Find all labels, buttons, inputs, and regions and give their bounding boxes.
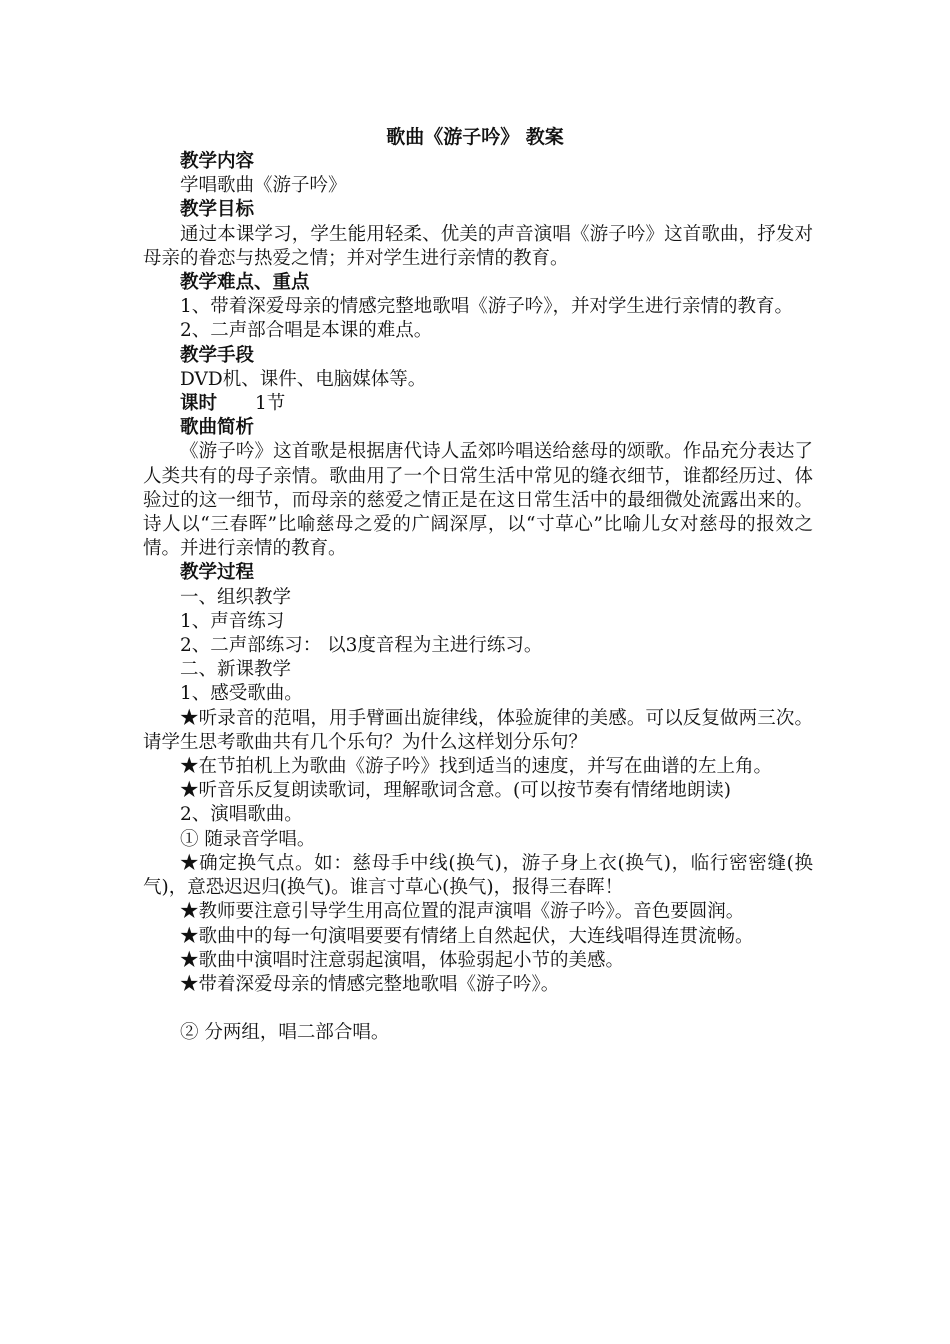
section-heading: 教学手段 bbox=[180, 344, 255, 366]
paragraph: ★歌曲中演唱时注意弱起演唱，体验弱起小节的美感。 bbox=[180, 949, 625, 971]
document-body bbox=[143, 150, 813, 1045]
paragraph: 学唱歌曲《游子吟》 bbox=[180, 175, 347, 197]
paragraph: 2、演唱歌曲。 bbox=[180, 804, 303, 826]
section-heading: 教学内容 bbox=[180, 151, 255, 172]
class-hours-line bbox=[143, 392, 813, 416]
paragraph: ② 分两组，唱二部合唱。 bbox=[180, 1022, 390, 1044]
paragraph: 二、新课教学 bbox=[180, 659, 292, 681]
paragraph: ★在节拍机上为歌曲《游子吟》找到适当的速度，并写在曲谱的左上角。 bbox=[180, 756, 773, 778]
paragraph: 1、感受歌曲。 bbox=[180, 683, 303, 705]
paragraph: 通过本课学习，学生能用轻柔、优美的声音演唱《游子吟》这首歌曲，抒发对母亲的眷恋与热爱之情；并对学生进行亲情的教育。 bbox=[143, 223, 813, 269]
paragraph: ★听音乐反复朗读歌词，理解歌词含意。(可以按节奏有情绪地朗读) bbox=[180, 780, 731, 802]
paragraph: ★听录音的范唱，用手臂画出旋律线，体验旋律的美感。可以反复做两三次。请学生思考歌曲共有几个乐句？为什么这样划分乐句？ bbox=[143, 707, 813, 753]
blank-line bbox=[143, 997, 813, 1021]
paragraph: ★确定换气点。如：慈母手中线(换气)，游子身上衣(换气)，临行密密缝(换气)，意恐迟迟归(换气)。谁言寸草心(换气)，报得三春晖！ bbox=[143, 852, 813, 899]
section-heading: 歌曲简析 bbox=[180, 417, 255, 439]
paragraph: 1、声音练习 bbox=[180, 610, 285, 632]
paragraph: ★教师要注意引导学生用高位置的混声演唱《游子吟》。音色要圆润。 bbox=[180, 901, 745, 923]
paragraph: ★歌曲中的每一句演唱要要有情绪上自然起伏，大连线唱得连贯流畅。 bbox=[180, 925, 754, 947]
document-title: 歌曲《游子吟》 教案 bbox=[386, 126, 564, 148]
paragraph: 1、带着深爱母亲的情感完整地歌唱《游子吟》，并对学生进行亲情的教育。 bbox=[180, 296, 794, 318]
paragraph: DVD机、课件、电脑媒体等。 bbox=[180, 368, 427, 390]
class-hours-value: 1节 bbox=[255, 393, 286, 415]
paragraph: ① 随录音学唱。 bbox=[180, 828, 316, 850]
paragraph: 2、二声部合唱是本课的难点。 bbox=[180, 320, 433, 342]
paragraph: 《游子吟》这首歌是根据唐代诗人孟郊吟唱送给慈母的颂歌。作品充分表达了人类共有的母子亲情。歌曲用了一个日常生活中常见的缝衣细节，谁都经历过、体验过的这一细节，而母亲的慈爱之情正是在这日常生活中的最细微处流露出来的。诗人以“三春晖”比喻慈母之爱的广阔深厚，以“寸草心”比喻儿女对慈母的报效之情。并进行亲情的教育。 bbox=[143, 441, 813, 560]
paragraph: ★带着深爱母亲的情感完整地歌唱《游子吟》。 bbox=[180, 973, 560, 995]
section-heading: 课时 bbox=[180, 393, 218, 415]
section-heading: 教学难点、重点 bbox=[180, 272, 310, 294]
paragraph: 一、组织教学 bbox=[180, 586, 292, 608]
paragraph: 2、二声部练习： 以3度音程为主进行练习。 bbox=[180, 635, 543, 657]
section-heading: 教学目标 bbox=[180, 199, 255, 221]
section-heading: 教学过程 bbox=[180, 562, 255, 584]
